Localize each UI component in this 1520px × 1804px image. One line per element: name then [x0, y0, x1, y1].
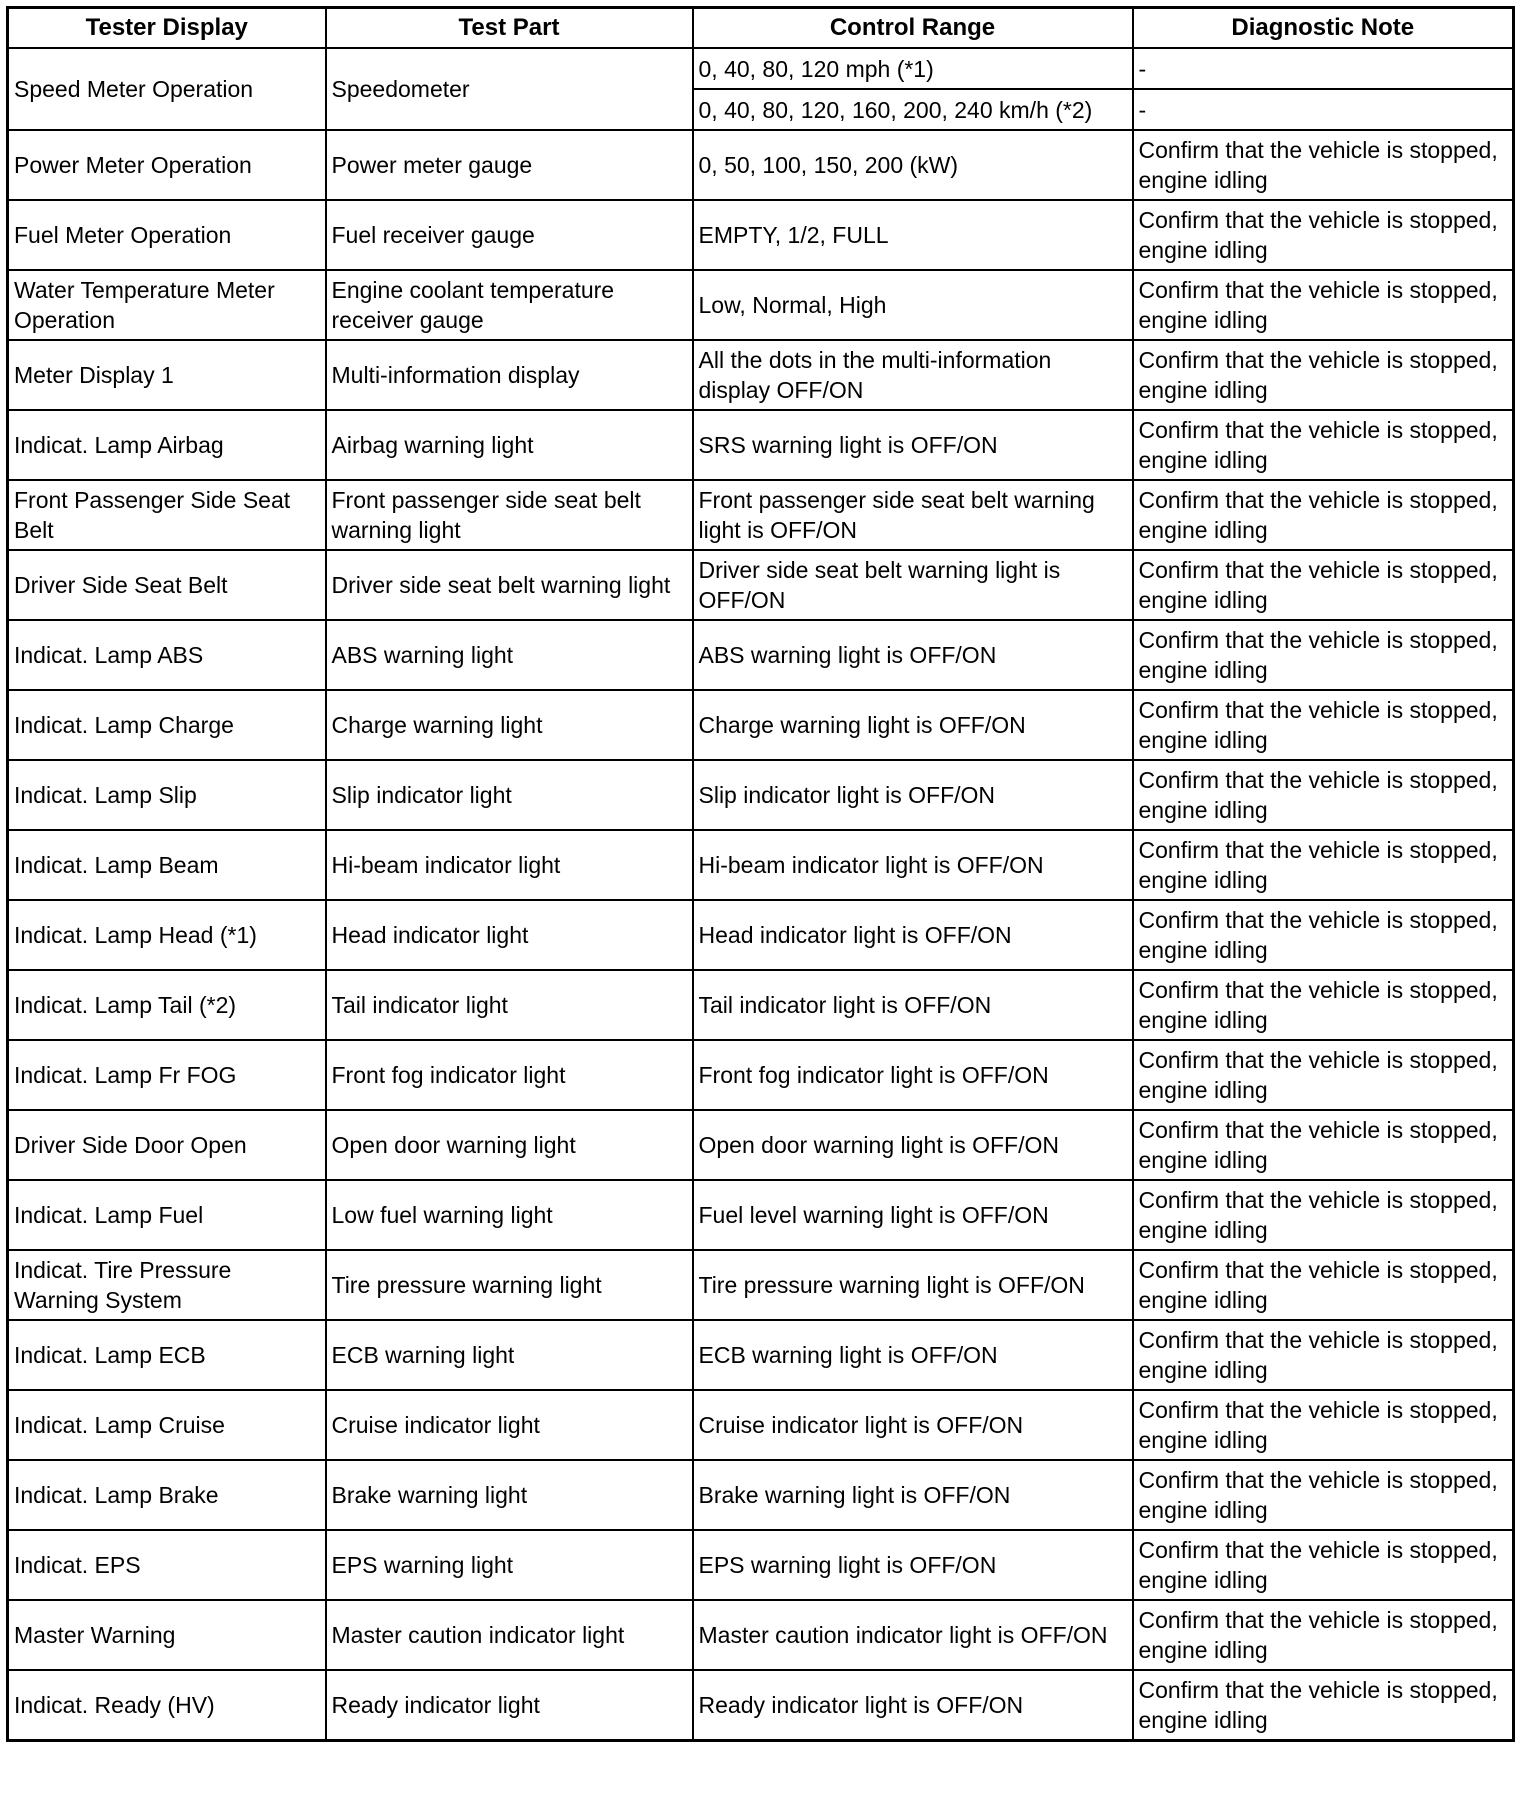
cell-control-range: Open door warning light is OFF/ON	[693, 1110, 1133, 1180]
cell-tester-display: Driver Side Door Open	[8, 1110, 326, 1180]
cell-control-range: EMPTY, 1/2, FULL	[693, 200, 1133, 270]
cell-control-range: Ready indicator light is OFF/ON	[693, 1670, 1133, 1741]
cell-test-part: Ready indicator light	[326, 1670, 693, 1741]
cell-control-range: All the dots in the multi-information display OFF/ON	[693, 340, 1133, 410]
table-row	[8, 830, 1514, 900]
cell-diagnostic-note: Confirm that the vehicle is stopped, engine idling	[1133, 130, 1514, 200]
header-test-part: Test Part	[326, 8, 693, 49]
cell-test-part: Tail indicator light	[326, 970, 693, 1040]
cell-tester-display: Meter Display 1	[8, 340, 326, 410]
cell-test-part: ABS warning light	[326, 620, 693, 690]
cell-test-part: Brake warning light	[326, 1460, 693, 1530]
cell-test-part: EPS warning light	[326, 1530, 693, 1600]
cell-tester-display: Power Meter Operation	[8, 130, 326, 200]
table-row	[8, 410, 1514, 480]
cell-diagnostic-note: Confirm that the vehicle is stopped, engine idling	[1133, 620, 1514, 690]
cell-tester-display: Water Temperature Meter Operation	[8, 270, 326, 340]
cell-diagnostic-note: Confirm that the vehicle is stopped, engine idling	[1133, 1670, 1514, 1741]
cell-diagnostic-note: Confirm that the vehicle is stopped, engine idling	[1133, 410, 1514, 480]
active-test-table	[6, 6, 1515, 1742]
cell-control-range: Driver side seat belt warning light is OFF/ON	[693, 550, 1133, 620]
cell-control-range: Front passenger side seat belt warning light is OFF/ON	[693, 480, 1133, 550]
table-row-speed-1	[8, 48, 1514, 89]
table-row	[8, 550, 1514, 620]
cell-control-range: ECB warning light is OFF/ON	[693, 1320, 1133, 1390]
table-row	[8, 760, 1514, 830]
cell-diagnostic-note: Confirm that the vehicle is stopped, engine idling	[1133, 830, 1514, 900]
cell-diagnostic-note: Confirm that the vehicle is stopped, engine idling	[1133, 900, 1514, 970]
table-row	[8, 1390, 1514, 1460]
table-row	[8, 620, 1514, 690]
table-row	[8, 1600, 1514, 1670]
cell-control-range: Head indicator light is OFF/ON	[693, 900, 1133, 970]
cell-tester-display: Front Passenger Side Seat Belt	[8, 480, 326, 550]
cell-test-part: Front passenger side seat belt warning light	[326, 480, 693, 550]
table-row	[8, 1670, 1514, 1741]
cell-test-part: Front fog indicator light	[326, 1040, 693, 1110]
cell-tester-display: Fuel Meter Operation	[8, 200, 326, 270]
table-row	[8, 480, 1514, 550]
cell-test-part: ECB warning light	[326, 1320, 693, 1390]
cell-test-part: Speedometer	[326, 48, 693, 130]
cell-diagnostic-note: Confirm that the vehicle is stopped, engine idling	[1133, 1040, 1514, 1110]
cell-control-range: Tire pressure warning light is OFF/ON	[693, 1250, 1133, 1320]
cell-diagnostic-note: Confirm that the vehicle is stopped, engine idling	[1133, 550, 1514, 620]
cell-tester-display: Speed Meter Operation	[8, 48, 326, 130]
cell-tester-display: Indicat. Lamp Fuel	[8, 1180, 326, 1250]
cell-diagnostic-note: Confirm that the vehicle is stopped, engine idling	[1133, 1460, 1514, 1530]
cell-control-range: Tail indicator light is OFF/ON	[693, 970, 1133, 1040]
cell-diagnostic-note: Confirm that the vehicle is stopped, engine idling	[1133, 340, 1514, 410]
cell-diagnostic-note: Confirm that the vehicle is stopped, engine idling	[1133, 1390, 1514, 1460]
cell-diagnostic-note: Confirm that the vehicle is stopped, engine idling	[1133, 1110, 1514, 1180]
cell-tester-display: Indicat. EPS	[8, 1530, 326, 1600]
cell-test-part: Driver side seat belt warning light	[326, 550, 693, 620]
cell-tester-display: Indicat. Lamp Brake	[8, 1460, 326, 1530]
cell-tester-display: Indicat. Lamp Tail (*2)	[8, 970, 326, 1040]
cell-control-range: Charge warning light is OFF/ON	[693, 690, 1133, 760]
cell-test-part: Engine coolant temperature receiver gauge	[326, 270, 693, 340]
cell-control-range: Brake warning light is OFF/ON	[693, 1460, 1133, 1530]
table-row	[8, 1040, 1514, 1110]
cell-diagnostic-note: Confirm that the vehicle is stopped, engine idling	[1133, 1530, 1514, 1600]
table-row	[8, 1320, 1514, 1390]
cell-test-part: Fuel receiver gauge	[326, 200, 693, 270]
cell-tester-display: Indicat. Ready (HV)	[8, 1670, 326, 1741]
cell-diagnostic-note: Confirm that the vehicle is stopped, engine idling	[1133, 1320, 1514, 1390]
cell-tester-display: Indicat. Lamp Slip	[8, 760, 326, 830]
cell-test-part: Low fuel warning light	[326, 1180, 693, 1250]
cell-test-part: Tire pressure warning light	[326, 1250, 693, 1320]
cell-tester-display: Indicat. Lamp ABS	[8, 620, 326, 690]
cell-tester-display: Indicat. Lamp Fr FOG	[8, 1040, 326, 1110]
table-row	[8, 270, 1514, 340]
cell-control-range: Slip indicator light is OFF/ON	[693, 760, 1133, 830]
table-row	[8, 1110, 1514, 1180]
cell-control-range: Low, Normal, High	[693, 270, 1133, 340]
cell-test-part: Airbag warning light	[326, 410, 693, 480]
cell-tester-display: Indicat. Lamp ECB	[8, 1320, 326, 1390]
cell-test-part: Slip indicator light	[326, 760, 693, 830]
header-row	[8, 8, 1514, 49]
cell-tester-display: Master Warning	[8, 1600, 326, 1670]
cell-diagnostic-note: Confirm that the vehicle is stopped, engine idling	[1133, 1600, 1514, 1670]
header-tester-display: Tester Display	[8, 8, 326, 49]
table-row	[8, 900, 1514, 970]
table-row	[8, 1530, 1514, 1600]
cell-diagnostic-note: -	[1133, 89, 1514, 130]
cell-control-range: Front fog indicator light is OFF/ON	[693, 1040, 1133, 1110]
cell-tester-display: Driver Side Seat Belt	[8, 550, 326, 620]
cell-test-part: Head indicator light	[326, 900, 693, 970]
table-row	[8, 340, 1514, 410]
table-row	[8, 1460, 1514, 1530]
table-row	[8, 970, 1514, 1040]
cell-control-range: 0, 40, 80, 120, 160, 200, 240 km/h (*2)	[693, 89, 1133, 130]
cell-tester-display: Indicat. Lamp Cruise	[8, 1390, 326, 1460]
cell-diagnostic-note: Confirm that the vehicle is stopped, engine idling	[1133, 760, 1514, 830]
header-diagnostic-note: Diagnostic Note	[1133, 8, 1514, 49]
header-control-range: Control Range	[693, 8, 1133, 49]
cell-diagnostic-note: Confirm that the vehicle is stopped, engine idling	[1133, 690, 1514, 760]
cell-tester-display: Indicat. Lamp Charge	[8, 690, 326, 760]
cell-tester-display: Indicat. Tire Pressure Warning System	[8, 1250, 326, 1320]
table-row	[8, 1250, 1514, 1320]
active-test-table-container	[6, 6, 1512, 1742]
cell-control-range: Master caution indicator light is OFF/ON	[693, 1600, 1133, 1670]
cell-diagnostic-note: Confirm that the vehicle is stopped, engine idling	[1133, 1180, 1514, 1250]
cell-test-part: Open door warning light	[326, 1110, 693, 1180]
cell-tester-display: Indicat. Lamp Beam	[8, 830, 326, 900]
cell-diagnostic-note: Confirm that the vehicle is stopped, engine idling	[1133, 480, 1514, 550]
cell-test-part: Cruise indicator light	[326, 1390, 693, 1460]
cell-control-range: Hi-beam indicator light is OFF/ON	[693, 830, 1133, 900]
cell-diagnostic-note: Confirm that the vehicle is stopped, engine idling	[1133, 970, 1514, 1040]
cell-diagnostic-note: -	[1133, 48, 1514, 89]
cell-test-part: Master caution indicator light	[326, 1600, 693, 1670]
cell-test-part: Charge warning light	[326, 690, 693, 760]
table-row	[8, 690, 1514, 760]
cell-diagnostic-note: Confirm that the vehicle is stopped, engine idling	[1133, 270, 1514, 340]
cell-control-range: Cruise indicator light is OFF/ON	[693, 1390, 1133, 1460]
cell-diagnostic-note: Confirm that the vehicle is stopped, engine idling	[1133, 200, 1514, 270]
cell-test-part: Multi-information display	[326, 340, 693, 410]
table-row	[8, 200, 1514, 270]
cell-tester-display: Indicat. Lamp Airbag	[8, 410, 326, 480]
cell-test-part: Power meter gauge	[326, 130, 693, 200]
cell-tester-display: Indicat. Lamp Head (*1)	[8, 900, 326, 970]
cell-control-range: 0, 40, 80, 120 mph (*1)	[693, 48, 1133, 89]
table-row	[8, 130, 1514, 200]
table-body	[8, 48, 1514, 1741]
cell-control-range: 0, 50, 100, 150, 200 (kW)	[693, 130, 1133, 200]
cell-control-range: EPS warning light is OFF/ON	[693, 1530, 1133, 1600]
cell-control-range: ABS warning light is OFF/ON	[693, 620, 1133, 690]
cell-test-part: Hi-beam indicator light	[326, 830, 693, 900]
cell-diagnostic-note: Confirm that the vehicle is stopped, engine idling	[1133, 1250, 1514, 1320]
table-row	[8, 1180, 1514, 1250]
cell-control-range: SRS warning light is OFF/ON	[693, 410, 1133, 480]
cell-control-range: Fuel level warning light is OFF/ON	[693, 1180, 1133, 1250]
